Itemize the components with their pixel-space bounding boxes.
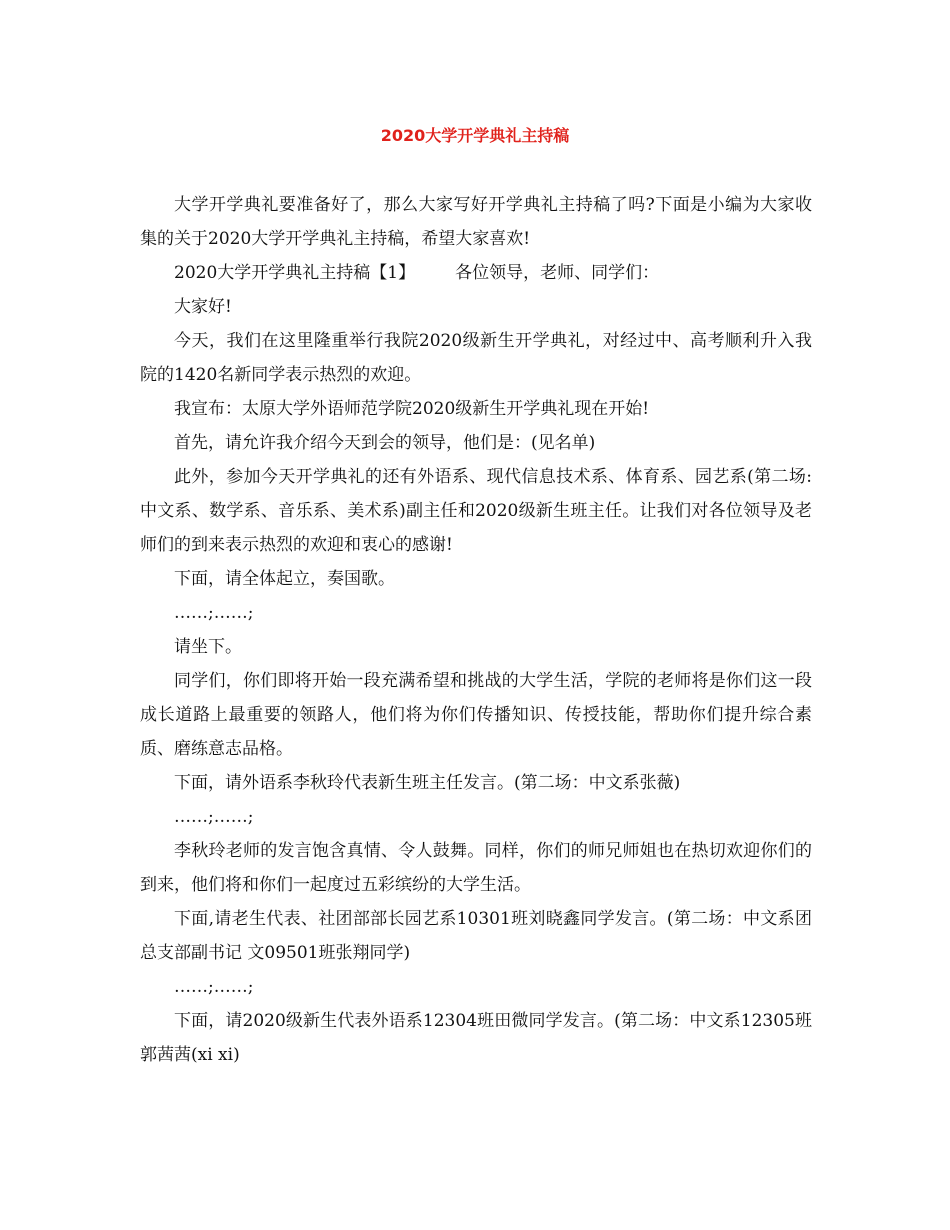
greeting: 各位领导，老师、同学们： [455, 263, 660, 283]
paragraph: 此外，参加今天开学典礼的还有外语系、现代信息技术系、体育系、园艺系(第二场:中文系、数学系、音乐系、美术系)副主任和2020级新生班主任。让我们对各位领导及老师们的到来表示热烈的欢迎和衷心的感谢! [140, 467, 812, 555]
section-heading: 2020大学开学典礼主持稿【1】 [174, 263, 416, 283]
paragraph: 下面，请外语系李秋玲代表新生班主任发言。(第二场：中文系张薇) [174, 773, 681, 793]
paragraph: 下面,请老生代表、社团部部长园艺系10301班刘晓鑫同学发言。(第二场：中文系团总支部副书记 文09501班张翔同学) [140, 909, 812, 963]
paragraph: 请坐下。 [174, 637, 242, 657]
document-title: 2020大学开学典礼主持稿 [380, 126, 570, 145]
paragraph: 今天，我们在这里隆重举行我院2020级新生开学典礼，对经过中、高考顺利升入我院的1420名新同学表示热烈的欢迎。 [140, 331, 812, 385]
ellipsis-line: ……;……; [174, 977, 254, 997]
paragraph-heading-line [140, 256, 812, 290]
ellipsis-line: ……;……; [174, 807, 254, 827]
paragraph: 我宣布：太原大学外语师范学院2020级新生开学典礼现在开始! [174, 399, 650, 419]
paragraph-intro: 大学开学典礼要准备好了，那么大家写好开学典礼主持稿了吗?下面是小编为大家收集的关于2020大学开学典礼主持稿，希望大家喜欢! [140, 195, 812, 249]
paragraph: 首先，请允许我介绍今天到会的领导，他们是：(见名单) [174, 433, 596, 453]
paragraph: 下面，请全体起立，奏国歌。 [174, 569, 395, 589]
document-body [140, 188, 812, 1072]
paragraph: 李秋玲老师的发言饱含真情、令人鼓舞。同样，你们的师兄师姐也在热切欢迎你们的到来，他们将和你们一起度过五彩缤纷的大学生活。 [140, 841, 812, 895]
paragraph: 大家好! [174, 297, 232, 317]
ellipsis-line: ……;……; [174, 603, 254, 623]
paragraph: 同学们，你们即将开始一段充满希望和挑战的大学生活，学院的老师将是你们这一段成长道路上最重要的领路人，他们将为你们传播知识、传授技能，帮助你们提升综合素质、磨练意志品格。 [140, 671, 812, 759]
paragraph: 下面，请2020级新生代表外语系12304班田微同学发言。(第二场：中文系12305班郭茜茜(xi xi) [140, 1011, 812, 1065]
